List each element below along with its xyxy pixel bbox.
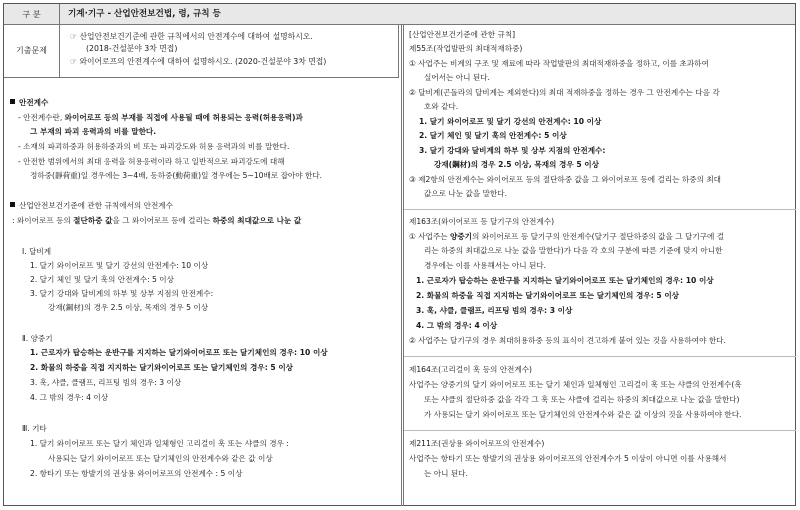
section-i-title: Ⅰ. 달비계: [22, 247, 52, 256]
article-163-p1c: 경우에는 이를 사용해서는 아니 된다.: [424, 261, 547, 270]
header-title: 기계·기구 - 산업안전보건법, 령, 규칙 등: [68, 9, 221, 19]
article-163-item-3: 3. 훅, 샤클, 클램프, 리프팅 빔의 경우: 3 이상: [416, 306, 573, 315]
article-55-p1: ① 사업주는 비계의 구조 및 재료에 따라 작업발판의 최대적재하중을 정하고, 이를 초과하여: [409, 59, 709, 68]
section-rules-title: 산업안전보건기준에 관한 규칙에서의 안전계수: [10, 200, 173, 211]
article-163-item-2: 2. 화물의 하중을 직접 지지하는 달기와이어로프 또는 달기체인의 경우: 5 이상: [416, 291, 679, 300]
question-label: 기출문제: [4, 25, 60, 77]
bullet-square-icon: [10, 202, 15, 207]
article-55-item-3b: 강재(鋼材)의 경우 2.5 이상, 목재의 경우 5 이상: [434, 160, 599, 169]
article-55-item-3: 3. 달기 강대와 달비계의 하부 및 상부 지점의 안전계수:: [419, 146, 606, 155]
article-163-item-4: 4. 그 밖의 경우: 4 이상: [416, 321, 498, 330]
article-211-line-1: 사업주는 항타기 또는 항발기의 권상용 와이어로프의 안전계수가 5 이상이 아니면 이를 사용해서: [409, 454, 727, 463]
article-55-p1b: 실어서는 아니 된다.: [424, 73, 490, 82]
article-55-p3: ③ 제2항의 안전계수는 와이어로프 등의 절단하중 값을 그 와이어로프 등에 걸리는 하중의 최대: [409, 175, 722, 184]
section-i-item-3: 3. 달기 강대와 달비계의 하부 및 상부 지점의 안전계수:: [30, 289, 214, 298]
definition-line-5: 정하중(靜荷重)일 경우에는 3~4배, 동하중(動荷重)일 경우에는 5~10배로 잡아야 한다.: [30, 171, 323, 180]
section-safety-factor-title: 안전계수: [10, 97, 48, 108]
bullet-square-icon: [10, 99, 15, 104]
section-iii-title: Ⅲ. 기타: [22, 424, 47, 433]
definition-line-4: - 안전한 범위에서의 최대 응력을 허용응력이라 하고 일반적으로 파괴강도에 대해: [18, 157, 285, 166]
article-55-p3b: 값으로 나눈 값을 말한다.: [424, 189, 508, 198]
section-i-item-3b: 강재(鋼材)의 경우 2.5 이상, 목재의 경우 5 이상: [48, 303, 209, 312]
article-163-p1b: 리는 하중의 최대값으로 나눈 값을 말한다)가 다음 각 호의 구분에 따른 기준에 맞지 아니한: [424, 246, 723, 255]
article-55-p2b: 호와 같다.: [424, 102, 459, 111]
rules-definition: : 와이어로프 등의 절단하중 값을 그 와이어로프 등에 걸리는 하중의 최대값으로 나눈 값: [12, 216, 302, 225]
column-divider: [401, 24, 404, 506]
article-163-title: 제163조(와이어로프 등 달기구의 안전계수): [409, 217, 555, 226]
article-163-p2: ② 사업주는 달기구의 경우 최대허용하중 등의 표식이 견고하게 붙어 있는 것을 사용하여야 한다.: [409, 336, 726, 345]
section-ii-title: Ⅱ. 양중기: [22, 334, 53, 343]
section-iii-item-1: 1. 달기 와이어로프 또는 달기 체인과 일체형인 고리걸이 훅 또는 샤클의 경우 :: [30, 439, 289, 448]
article-164-title: 제164조(고리걸이 훅 등의 안전계수): [409, 365, 533, 374]
article-163-item-1: 1. 근로자가 탑승하는 운반구를 지지하는 달기와이어로프 또는 달기체인의 경우: 10 이상: [416, 276, 714, 285]
article-55-item-1: 1. 달기 와이어로프 및 달기 강선의 안전계수: 10 이상: [419, 117, 602, 126]
question-divider: [4, 77, 399, 78]
section-separator: [404, 356, 796, 357]
section-i-item-2: 2. 달기 체인 및 달기 훅의 안전계수: 5 이상: [30, 275, 174, 284]
section-iii-item-2: 2. 항타기 또는 항발기의 권상용 와이어로프의 안전계수 : 5 이상: [30, 469, 243, 478]
rules-heading: [산업안전보건기준에 관한 규칙]: [409, 30, 516, 39]
question-line-3: ☞ 와이어로프의 안전계수에 대하여 설명하시오. (2020-건설분야 3차 면접): [70, 57, 327, 66]
section-ii-item-3: 3. 훅, 샤클, 클램프, 리프팅 빔의 경우: 3 이상: [30, 378, 182, 387]
article-164-line-3: 가 사용되는 달기 와이어로프 또는 달기체인의 안전계수와 같은 값 이상의 것을 사용하여야 한다.: [424, 410, 742, 419]
section-i-item-1: 1. 달기 와이어로프 및 달기 강선의 안전계수: 10 이상: [30, 261, 209, 270]
article-55-p2: ② 달비계(곤돌라의 달비계는 제외한다)의 최대 적재하중을 정하는 경우 그 안전계수는 다음 각: [409, 88, 720, 97]
section-ii-item-4: 4. 그 밖의 경우: 4 이상: [30, 393, 109, 402]
article-211-line-2: 는 아니 된다.: [424, 469, 468, 478]
definition-line-2: 그 부재의 파괴 응력과의 비를 말한다.: [30, 127, 157, 136]
section-iii-item-1b: 사용되는 달기 와이어로프 또는 달기체인의 안전계수와 같은 값 이상: [48, 454, 273, 463]
section-ii-item-1: 1. 근로자가 탑승하는 운반구를 지지하는 달기와이어로프 또는 달기체인의 경우: 10 이상: [30, 348, 328, 357]
article-55-title: 제55조(작업발판의 최대적재하중): [409, 44, 523, 53]
question-line-2: (2018-건설분야 3차 면접): [86, 44, 178, 53]
header-row: [4, 4, 795, 25]
definition-line-1: - 안전계수란, 와이어로프 등의 부재를 직접에 사용될 때에 허용되는 응력(허용응력)과: [18, 113, 303, 122]
document-table: [3, 3, 796, 506]
definition-line-3: - 소재의 파괴하중과 허용하중과의 비 또는 파괴강도와 허용 응력과의 비를 말한다.: [18, 142, 290, 151]
section-separator: [404, 430, 796, 431]
article-55-item-2: 2. 달기 체인 및 달기 훅의 안전계수: 5 이상: [419, 131, 567, 140]
header-label: 구 분: [4, 4, 60, 24]
article-164-line-2: 또는 샤클의 절단하중 값을 각각 그 훅 또는 샤클에 걸리는 하중의 최대값으로 나눈 값을 말한다): [424, 395, 740, 404]
question-box: [60, 25, 399, 77]
question-line-1: ☞ 산업안전보건기준에 관한 규칙에서의 안전계수에 대하여 설명하시오.: [70, 32, 313, 41]
article-164-line-1: 사업주는 양중기의 달기 와이어로프 또는 달기 체인과 일체형인 고리걸이 훅 또는 샤클의 안전계수(훅: [409, 380, 742, 389]
section-separator: [404, 209, 796, 210]
section-ii-item-2: 2. 화물의 하중을 직접 지지하는 달기와이어로프 또는 달기체인의 경우: 5 이상: [30, 363, 293, 372]
article-163-p1: ① 사업주는 양중기의 와이어로프 등 달기구의 안전계수(달기구 절단하중의 값을 그 달기구에 걸: [409, 232, 725, 241]
article-211-title: 제211조(권상용 와이어로프의 안전계수): [409, 439, 545, 448]
